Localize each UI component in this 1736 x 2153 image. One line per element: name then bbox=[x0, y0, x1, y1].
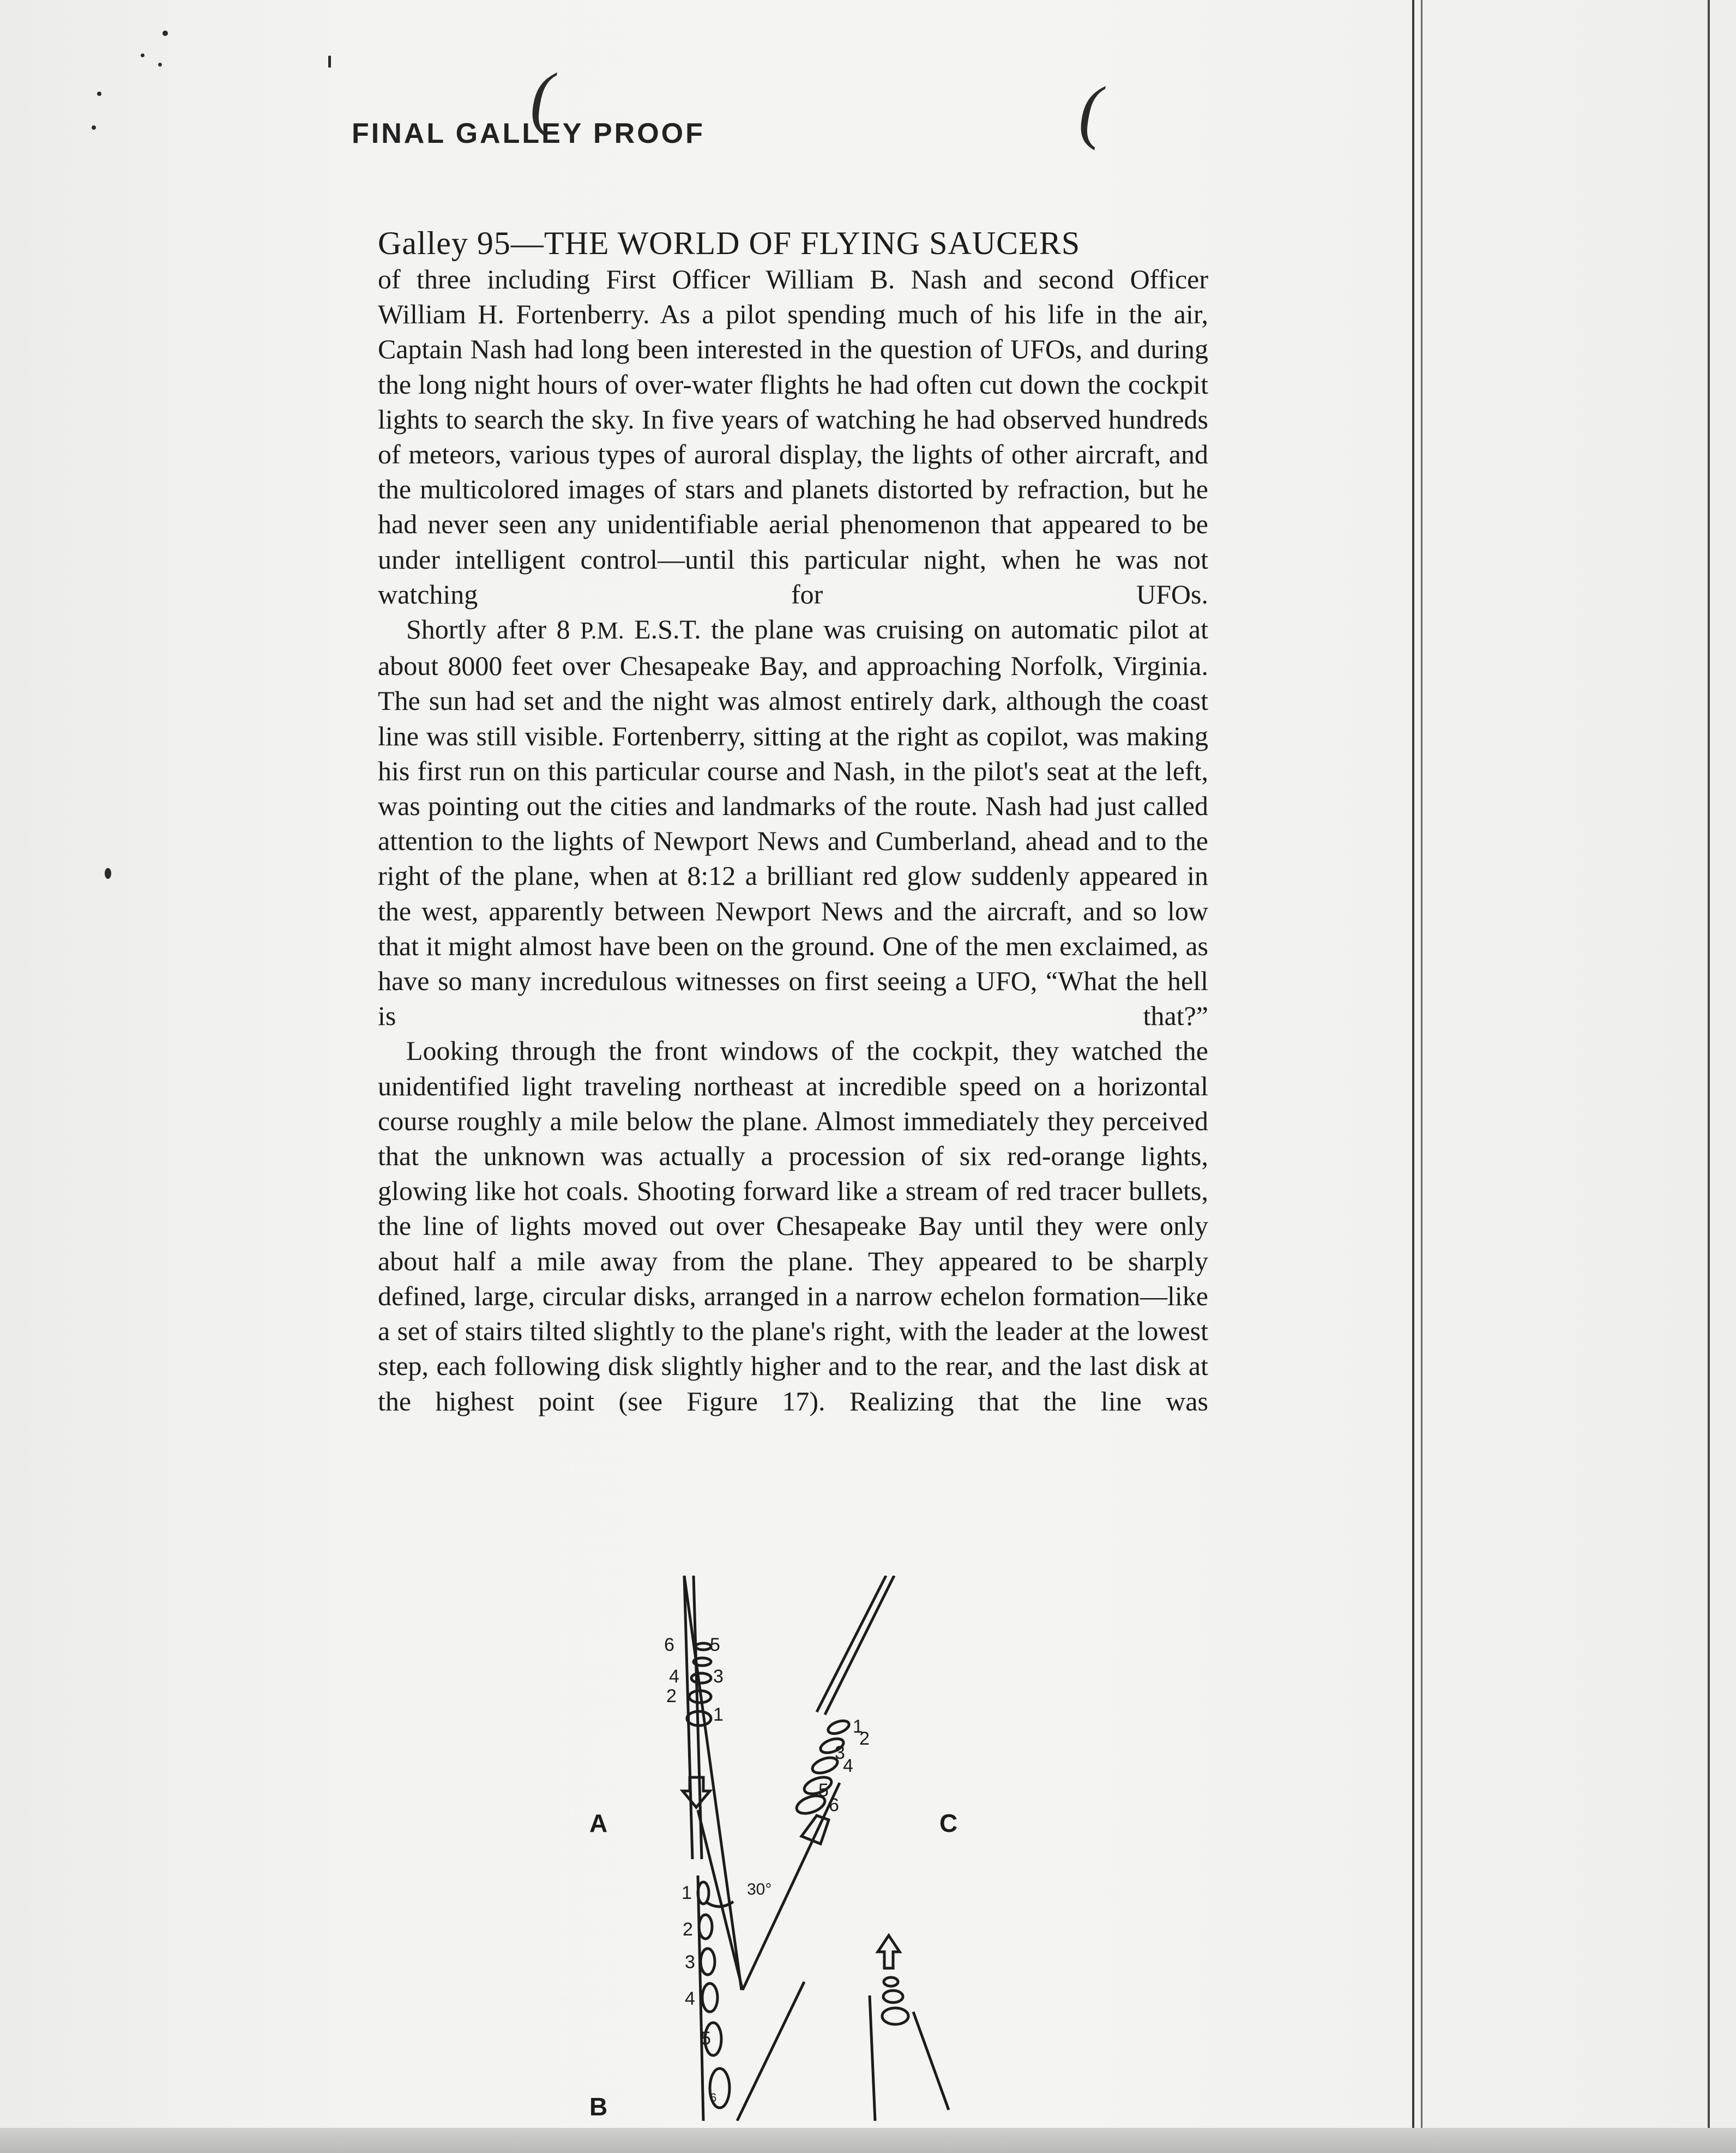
a-number: 6 bbox=[664, 1635, 674, 1655]
time-pm: P.M. bbox=[580, 617, 624, 644]
disk bbox=[883, 1991, 903, 2003]
c-number: 2 bbox=[859, 1728, 870, 1749]
a-number: 2 bbox=[666, 1686, 677, 1706]
a-number: 3 bbox=[713, 1666, 724, 1687]
angle-label: 30° bbox=[747, 1880, 772, 1898]
outer-border-rule bbox=[1708, 0, 1710, 2153]
formation-diagram bbox=[589, 1576, 971, 2121]
body-text bbox=[378, 262, 1208, 1419]
proof-label: FINAL GALLEY PROOF bbox=[352, 118, 705, 149]
disk bbox=[702, 1983, 718, 2012]
disk bbox=[802, 1774, 834, 1797]
paragraph-2-rest: E.S.T. the plane was cruising on automatic pilot at about 8000 feet over Chesapeake Bay, and approaching Norfolk, Virginia. The sun had set and the night was almost entirely dark, although the coast line was still visible. Fortenberry, sitting at the right as copilot, was making his first run on this particular course and Nash, in the pilot's seat at the left, was pointing out the cities and landmarks of the route. Nash had just called attention to the lights of Newport News and Cumberland, ahead and to the right of the plane, when at 8:12 a brilliant red glow suddenly appeared in the west, apparently between Newport News and the aircraft, and so low that it might almost have been on the ground. One of the men exclaimed, as have so many incredulous witnesses on first seeing a UFO, “What the hell is that?” bbox=[378, 614, 1208, 1032]
disk bbox=[696, 1643, 711, 1650]
b-number: 6 bbox=[710, 2091, 717, 2104]
disk bbox=[827, 1718, 851, 1736]
label-b: B bbox=[589, 2092, 608, 2121]
b-number: 3 bbox=[685, 1952, 695, 1973]
disk bbox=[691, 1673, 711, 1683]
arrow-up-icon bbox=[801, 1816, 829, 1844]
paragraph-1: of three including First Officer William B. Nash and second Officer William H. Fortenberry. As a pilot spending much of his life in the air, Captain Nash had long been interested in the question of UFOs, and during the long night hours of over-water flights he had often cut down the cockpit lights to search the sky. In five years of watching he had observed hundreds of meteors, various types of auroral display, the lights of other aircraft, and the multicolored images of stars and planets distorted by refraction, but he had never seen any unidentifiable aerial phenomenon that appeared to be under intelligent control—until this particular night, when he was not watching for UFOs. bbox=[378, 264, 1208, 610]
a-number: 4 bbox=[669, 1666, 679, 1687]
c-number: 6 bbox=[829, 1795, 839, 1816]
disk bbox=[699, 1915, 712, 1939]
c-number: 1 bbox=[853, 1716, 863, 1737]
c-number: 4 bbox=[843, 1756, 853, 1776]
scan-speck bbox=[105, 868, 111, 879]
a-number: 5 bbox=[710, 1635, 720, 1655]
disk bbox=[701, 1949, 715, 1975]
paragraph-2-start: Shortly after 8 bbox=[406, 614, 580, 645]
scan-speck bbox=[328, 56, 331, 68]
scan-speck bbox=[97, 92, 101, 96]
scan-speck bbox=[141, 53, 144, 57]
b-number: 2 bbox=[683, 1919, 693, 1940]
b-number: 4 bbox=[685, 1988, 695, 2009]
scan-bottom-edge bbox=[0, 2128, 1736, 2153]
label-a: A bbox=[589, 1809, 608, 1837]
scan-speck bbox=[92, 125, 96, 130]
scan-speck bbox=[158, 63, 162, 67]
path-line bbox=[913, 2012, 949, 2110]
figure-17-diagram bbox=[589, 1576, 971, 2121]
page-edge-rule bbox=[1412, 0, 1414, 2153]
paragraph-2 bbox=[378, 612, 1208, 1033]
path-c-line bbox=[817, 1576, 886, 1712]
paren-mark-left: ( bbox=[530, 59, 554, 137]
page-edge-rule bbox=[1421, 0, 1422, 2153]
b-number: 5 bbox=[701, 2028, 711, 2049]
disk bbox=[882, 2008, 908, 2024]
arrow-down-icon bbox=[683, 1777, 710, 1807]
galley-heading: Galley 95—THE WORLD OF FLYING SAUCERS bbox=[378, 225, 1081, 261]
path-c-line bbox=[825, 1576, 894, 1715]
label-c: C bbox=[939, 1809, 958, 1837]
a-number: 1 bbox=[713, 1704, 724, 1725]
b-number: 1 bbox=[682, 1883, 692, 1903]
c-number: 3 bbox=[835, 1742, 845, 1763]
path-line bbox=[737, 1982, 804, 2121]
scan-speck bbox=[162, 31, 168, 36]
disk bbox=[884, 1977, 898, 1986]
c-number: 5 bbox=[818, 1780, 829, 1801]
paren-mark-right: ( bbox=[1078, 73, 1102, 151]
path-line bbox=[870, 1995, 875, 2121]
paragraph-3: Looking through the front windows of the cockpit, they watched the unidentified light traveling northeast at incredible speed on a horizontal course roughly a mile below the plane. Almost immediately they perceived that the unknown was actually a procession of six red-orange lights, glowing like hot coals. Shooting forward like a stream of red tracer bullets, the line of lights moved out over Chesapeake Bay until they were only about half a mile away from the plane. They appeared to be sharply defined, large, circular disks, arranged in a narrow echelon formation—like a set of stairs tilted slightly to the plane's right, with the leader at the lowest step, each following disk slightly higher and to the rear, and the last disk at the highest point (see Figure 17). Realizing that the line was bbox=[378, 1035, 1208, 1416]
arrow-up-icon bbox=[878, 1935, 900, 1968]
